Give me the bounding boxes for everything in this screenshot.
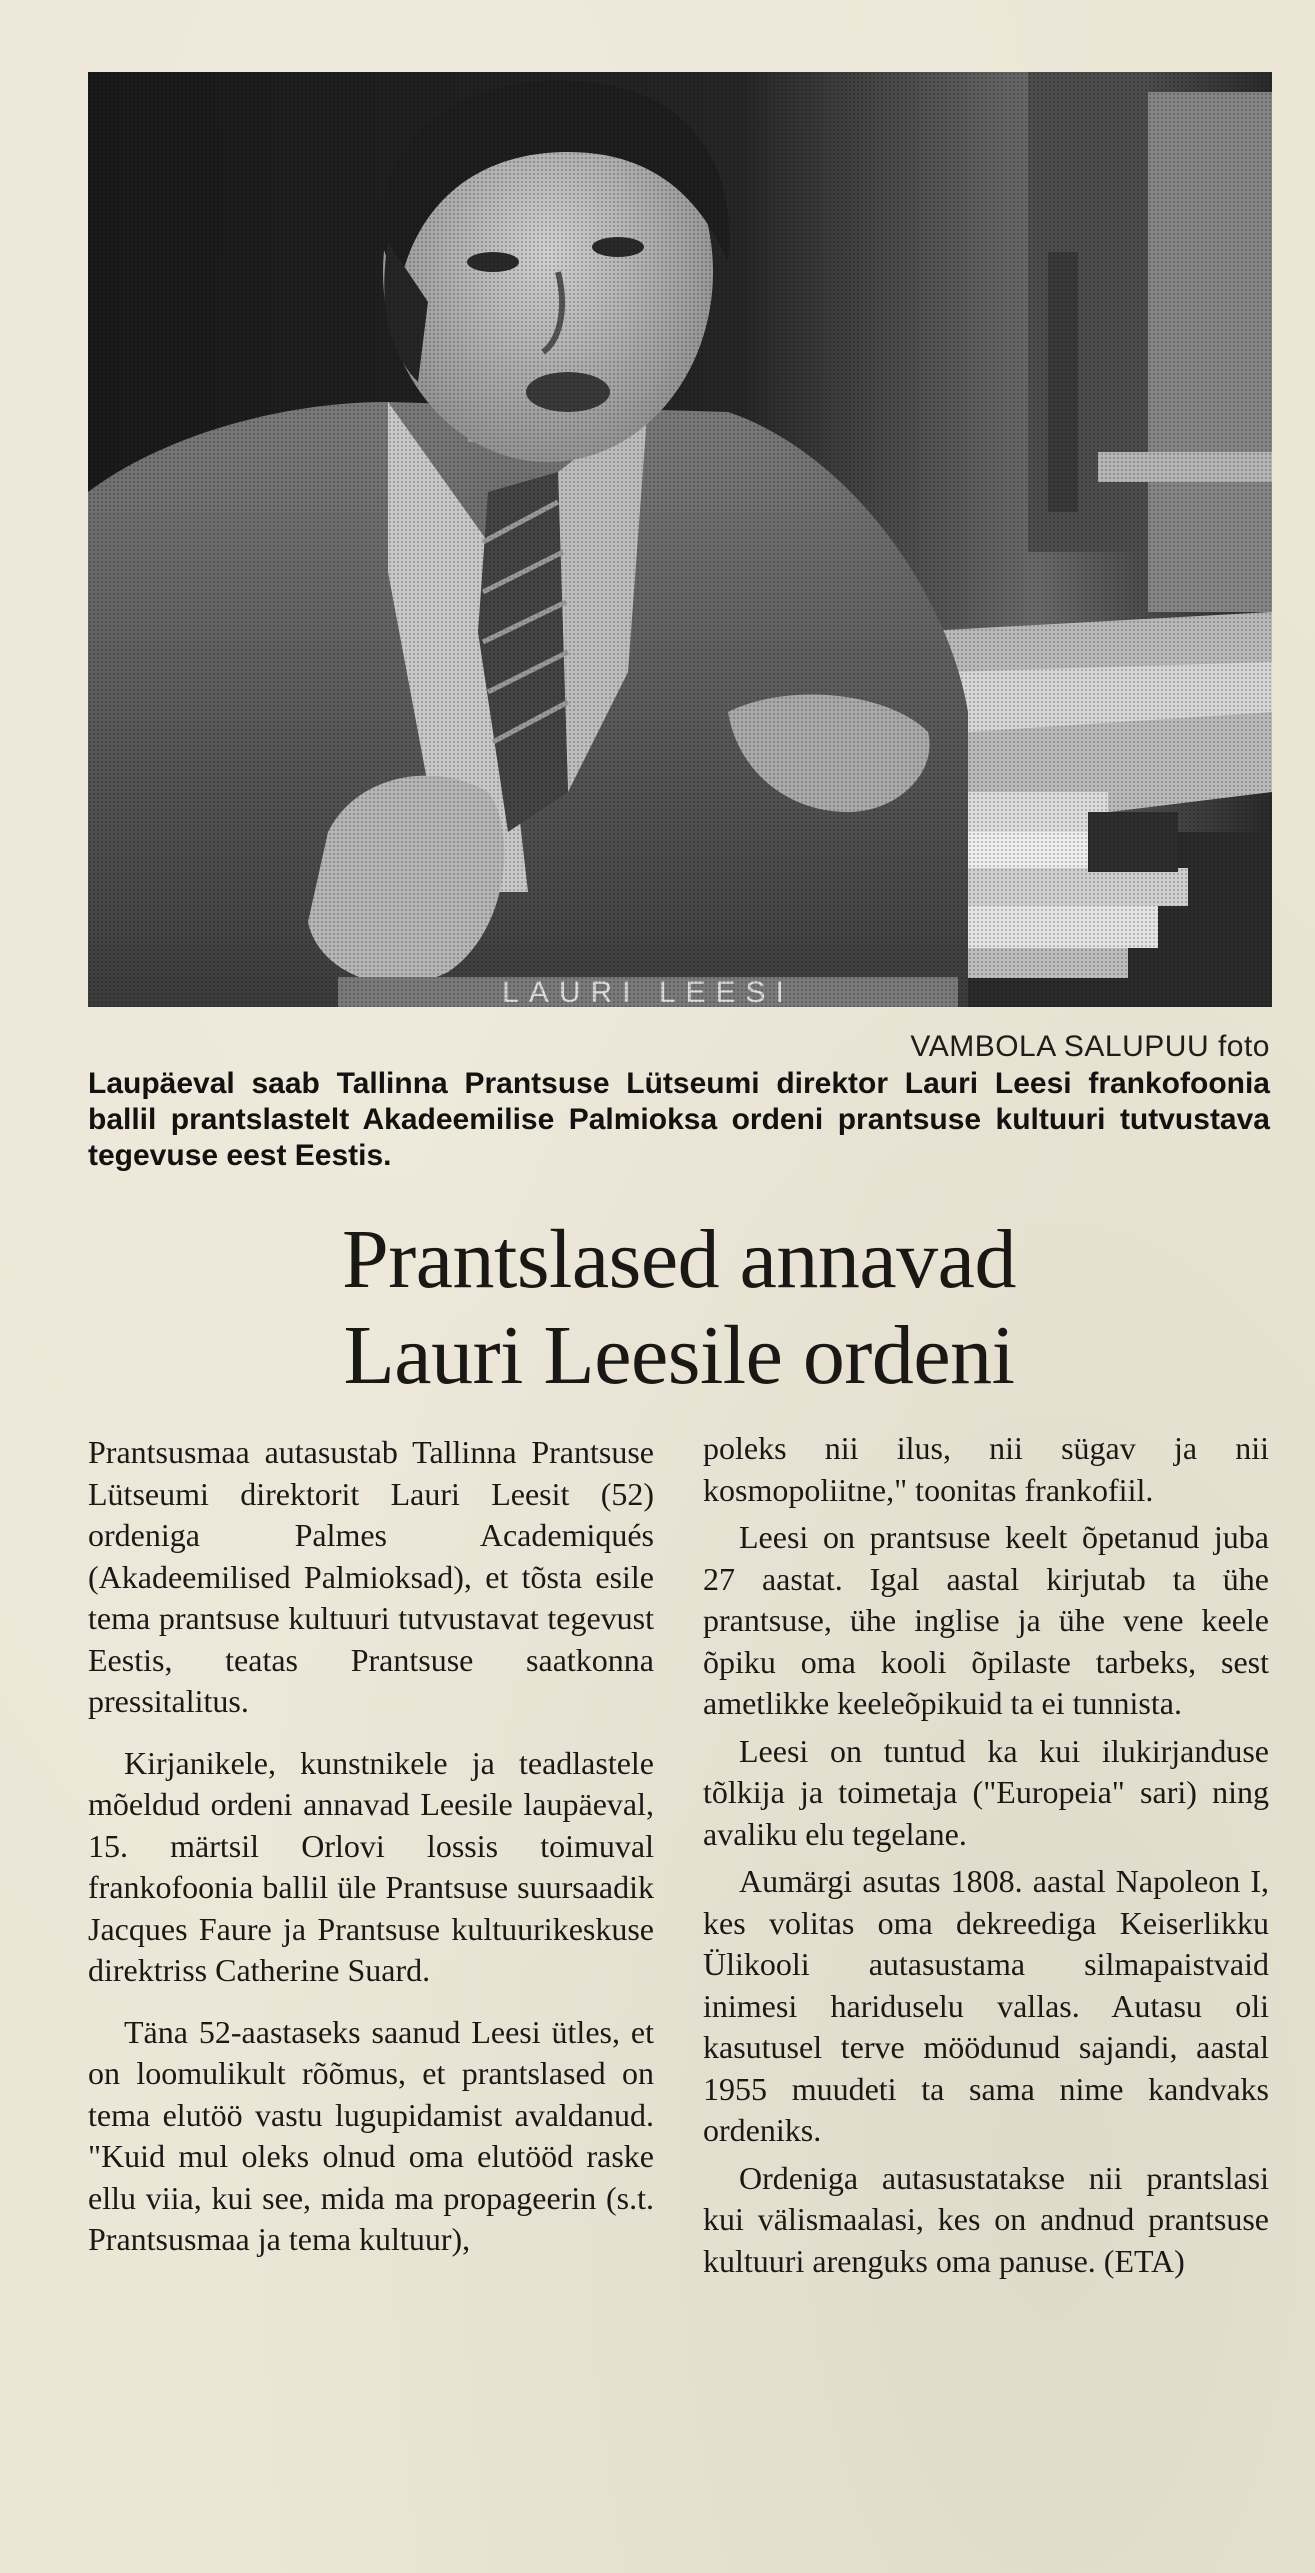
article-paragraph: Täna 52-aastaseks saanud Leesi ütles, et on loomulikult rõõmus, et prantslased on tema elutöö vastu lugupidamist avaldanud. "Kuid mul oleks olnud oma elutööd raske ellu viia, kui see, mida ma propageerin (s.t. Prantsusmaa ja tema kultuur), <box>88 2013 654 2257</box>
headline-line-1: Prantslased annavad <box>342 1213 1016 1306</box>
article-paragraph: Leesi on prantsuse keelt õpetanud juba 27 aastat. Igal aastal kirjutab ta ühe prantsuse, ühe inglise ja ühe vene keele õpiku oma kooli õpilaste tarbeks, sest ametlikke keeleõpikuid ta ei tunnista. <box>703 1519 1269 1721</box>
article-paragraph: Aumärgi asutas 1808. aastal Napoleon I, kes volitas oma dekreediga Keiserlikku Ülikooli autasustama silmapaistvaid inimesi hariduselu vallas. Autasu oli kasutusel terve möödunud sajandi, aastal 1955 muudeti ta sama nime kandvaks ordeniks. <box>703 1863 1269 2148</box>
article-column-left <box>88 1432 654 2281</box>
article-paragraph: poleks nii ilus, nii sügav ja nii kosmopoliitne," toonitas frankofiil. <box>703 1430 1269 1508</box>
article-paragraph: Leesi on tuntud ka kui ilukirjanduse tõlkija ja toimetaja ("Europeia" sari) ning avaliku elu tegelane. <box>703 1732 1269 1852</box>
headline-line-2: Lauri Leesile ordeni <box>343 1309 1015 1402</box>
article-paragraph: Prantsusmaa autasustab Tallinna Prantsuse Lütseumi direktorit Lauri Leesit (52) ordeniga Palmes Academiqués (Akadeemilised Palmioksad), et tõsta esile tema prantsuse kultuuri tutvustavat tegevust Eestis, teatas Prantsuse saatkonna pressitalitus. <box>88 1434 654 1719</box>
article-paragraph: Ordeniga autasustatakse nii prantslasi kui välismaalasi, kes on andnud prantsuse kultuuri arenguks oma panuse. (ETA) <box>703 2159 1269 2279</box>
article-paragraph: Kirjanikele, kunstnikele ja teadlastele mõeldud ordeni annavad Leesile laupäeval, 15. märtsil Orlovi lossis toimuval frankofoonia ballil üle Prantsuse suursaadik Jacques Faure ja Prantsuse kultuurikeskuse direktriss Catherine Suard. <box>88 1744 654 1988</box>
article-column-right <box>703 1428 1269 2288</box>
portrait-photo-illustration <box>88 72 1272 1007</box>
photo-caption: Laupäeval saab Tallinna Prantsuse Lütseumi direktor Lauri Leesi frankofoonia ballil prantslastelt Akadeemilise Palmioksa ordeni prantsuse kultuuri tutvustava tegevuse eest Eestis. <box>88 1067 1270 1172</box>
article-headline <box>88 1212 1270 1404</box>
news-photo <box>88 72 1272 1007</box>
photo-credit: VAMBOLA SALUPUU foto <box>910 1030 1270 1063</box>
